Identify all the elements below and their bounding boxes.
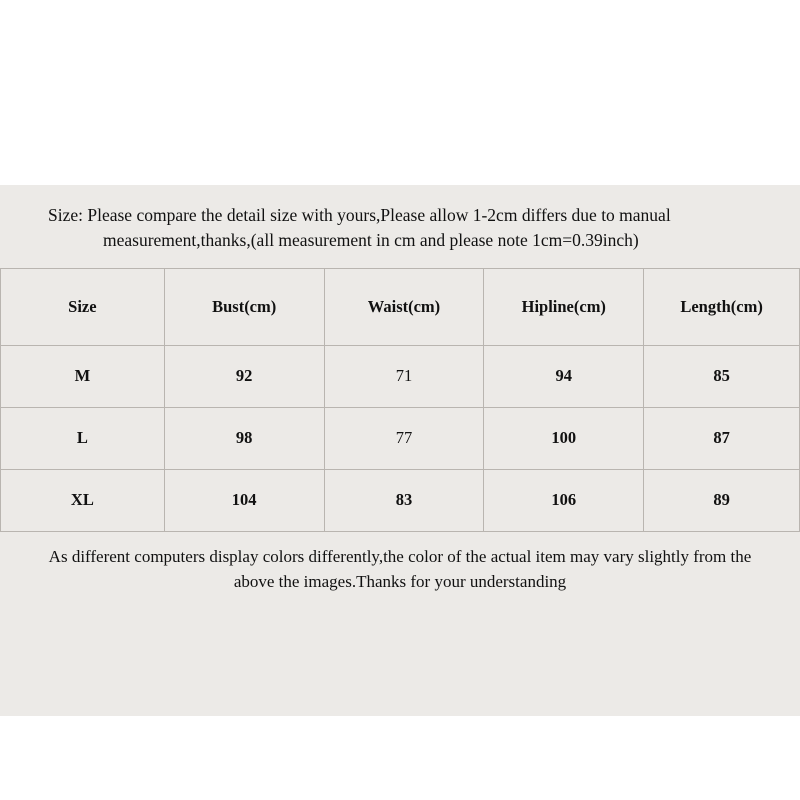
cell-waist: 77 <box>324 407 484 469</box>
panel-filler <box>0 611 800 716</box>
table-row <box>1 345 800 407</box>
bottom-disclaimer-line1: As different computers display colors differently,the color of the actual item may vary slightly from the <box>48 546 752 566</box>
column-header-waist: Waist(cm) <box>324 268 484 345</box>
cell-size: M <box>1 345 165 407</box>
column-header-length: Length(cm) <box>644 268 800 345</box>
cell-hipline: 94 <box>484 345 644 407</box>
top-disclaimer-line2: measurement,thanks,(all measurement in cm and please note 1cm=0.39inch) <box>103 230 639 251</box>
column-header-size: Size <box>1 268 165 345</box>
cell-length: 87 <box>644 407 800 469</box>
cell-waist: 71 <box>324 345 484 407</box>
cell-hipline: 100 <box>484 407 644 469</box>
cell-bust: 98 <box>164 407 324 469</box>
bottom-disclaimer <box>0 532 800 611</box>
cell-bust: 104 <box>164 469 324 531</box>
cell-length: 89 <box>644 469 800 531</box>
table-header-row <box>1 268 800 345</box>
size-chart-panel <box>0 185 800 716</box>
top-disclaimer <box>0 185 800 268</box>
size-table <box>0 268 800 532</box>
column-header-bust: Bust(cm) <box>164 268 324 345</box>
column-header-hipline: Hipline(cm) <box>484 268 644 345</box>
top-disclaimer-line1: Size: Please compare the detail size with yours,Please allow 1-2cm differs due to manual <box>48 205 671 225</box>
table-row <box>1 469 800 531</box>
cell-hipline: 106 <box>484 469 644 531</box>
bottom-disclaimer-line2: above the images.Thanks for your understanding <box>233 572 567 592</box>
cell-length: 85 <box>644 345 800 407</box>
cell-size: L <box>1 407 165 469</box>
cell-waist: 83 <box>324 469 484 531</box>
cell-size: XL <box>1 469 165 531</box>
table-row <box>1 407 800 469</box>
cell-bust: 92 <box>164 345 324 407</box>
